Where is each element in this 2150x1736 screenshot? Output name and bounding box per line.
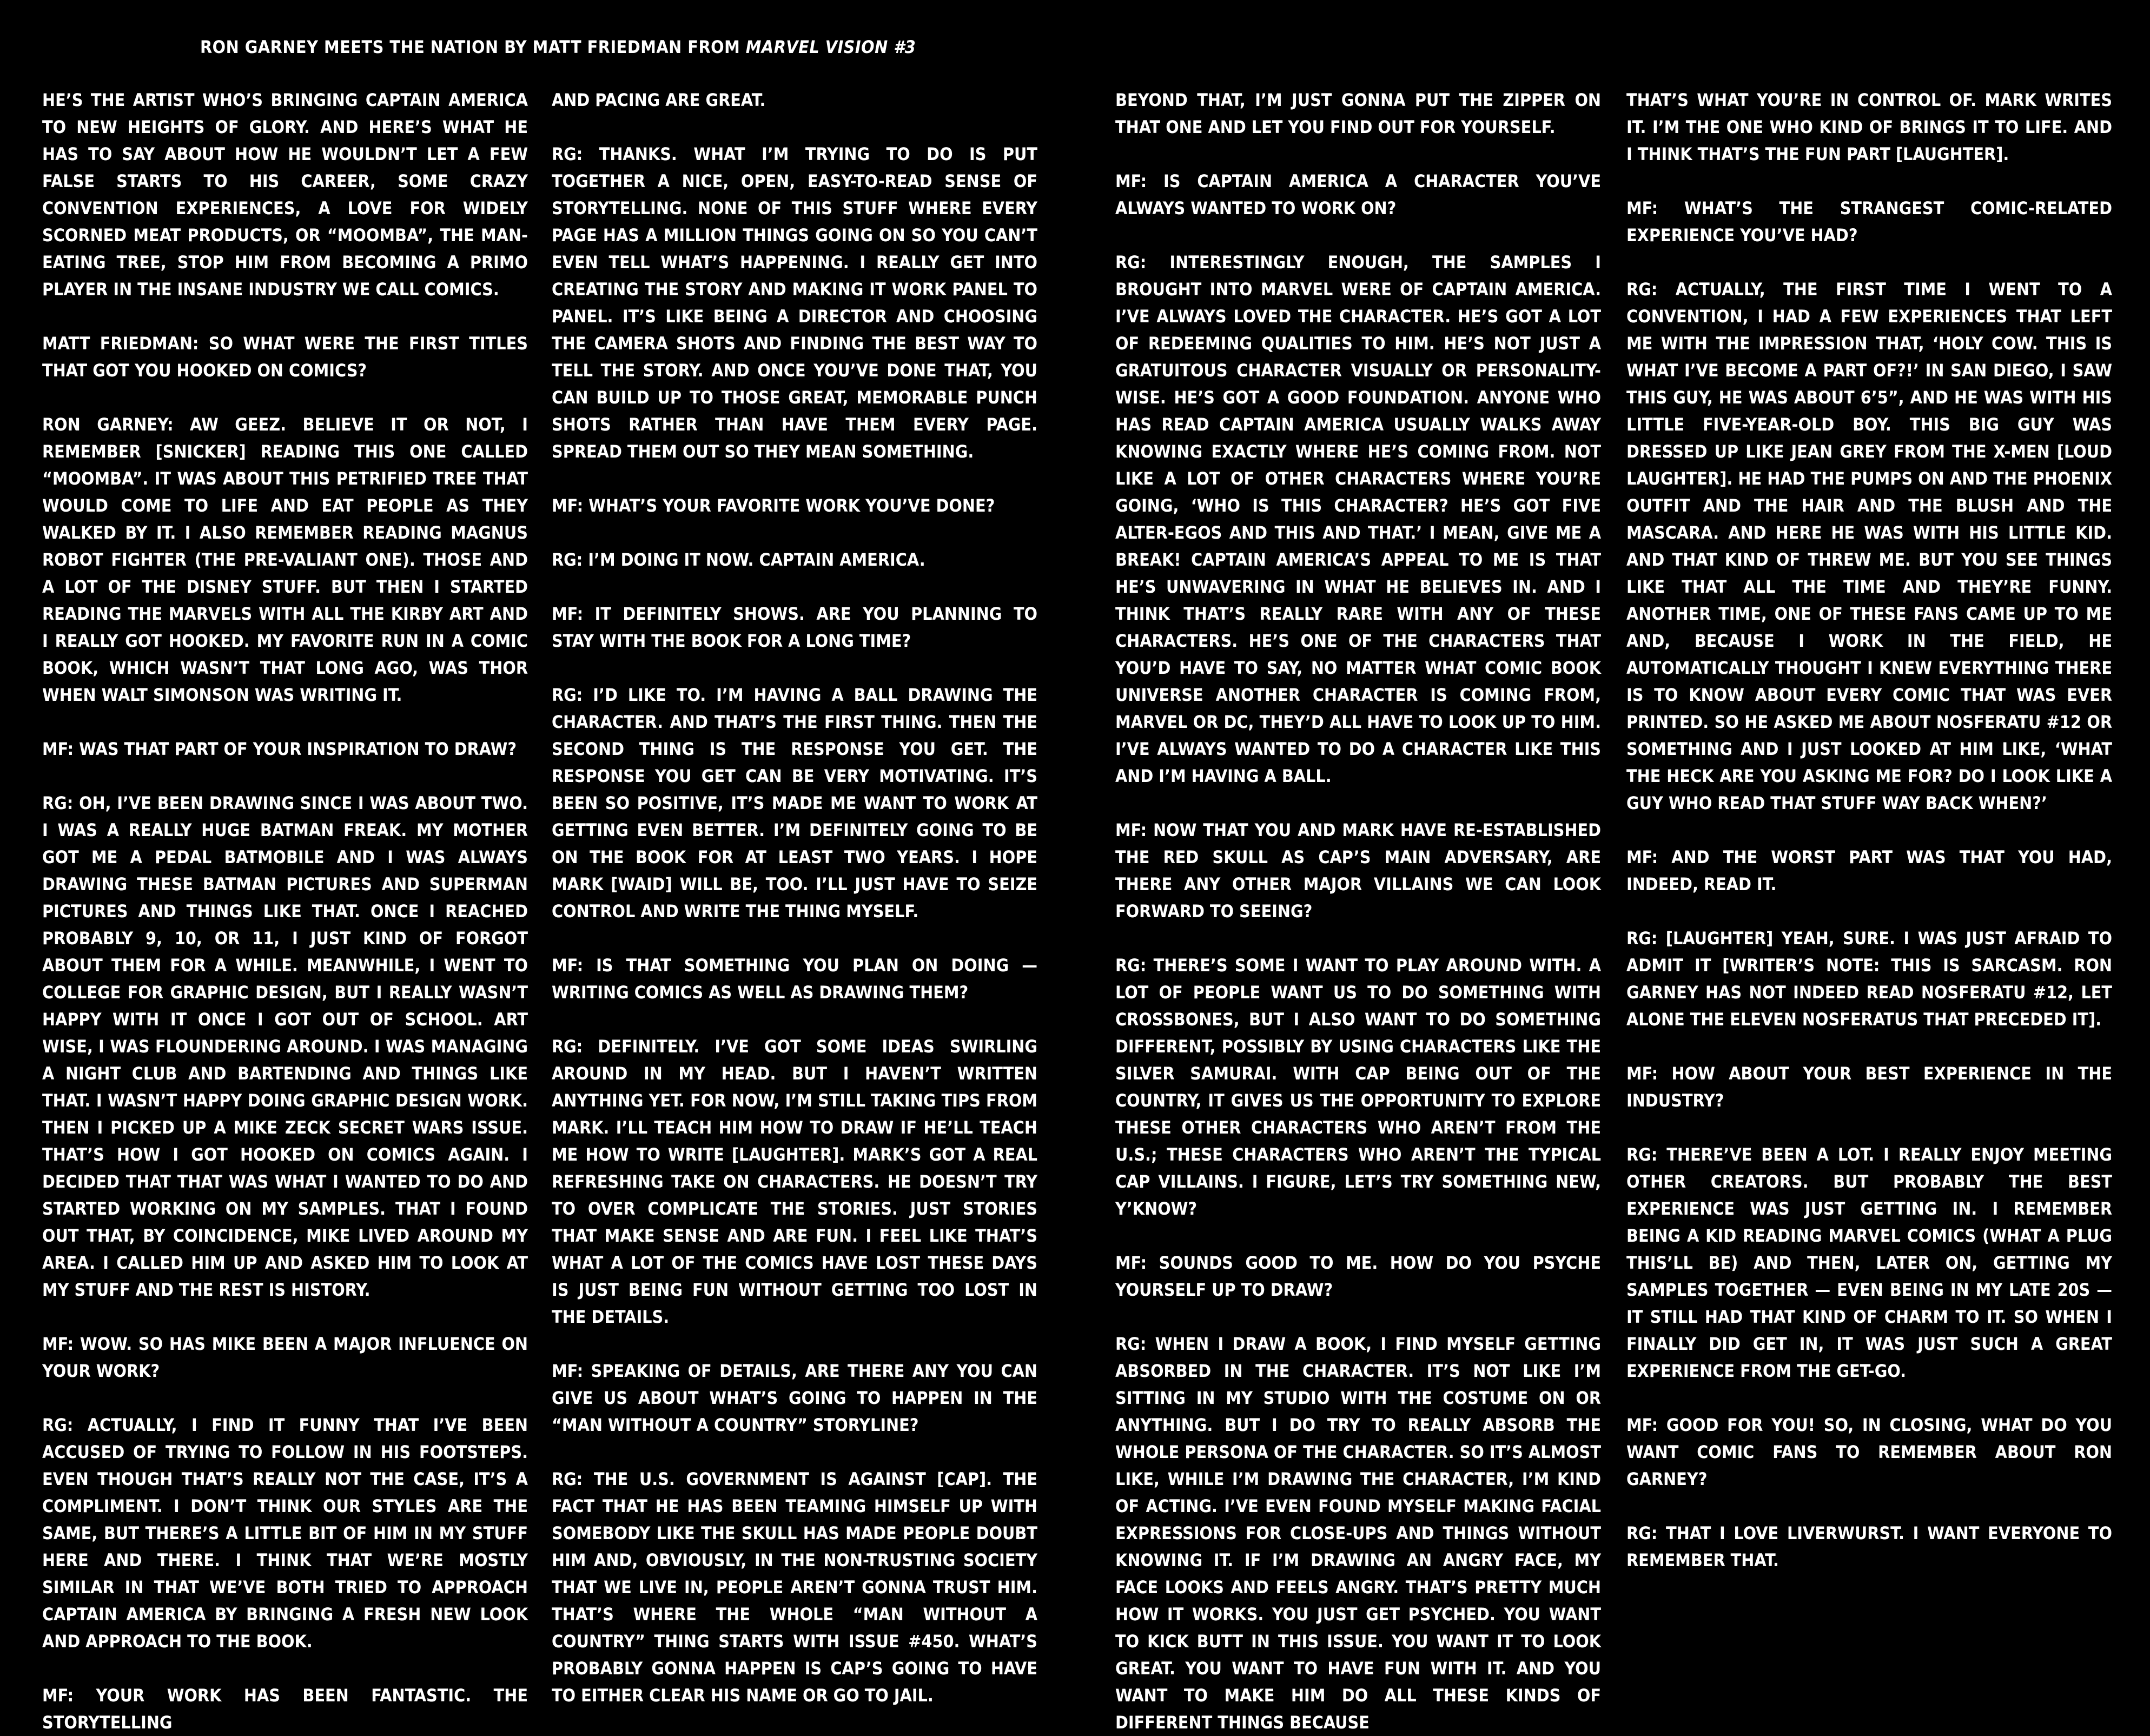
paragraph: RG: THE U.S. GOVERNMENT IS AGAINST [CAP]. THE FACT THAT HE HAS BEEN TEAMING HIMSELF UP WITH SOMEBODY LIKE THE SKULL HAS MADE PEOPLE DOUBT HIM AND, OBVIOUSLY, IN THE NON-TRUSTING SOCIETY THAT WE LIVE IN, PEOPLE AREN’T GONNA TRUST HIM. THAT’S WHERE THE WHOLE “MAN WITHOUT A COUNTRY” THING STARTS WITH ISSUE #450. WHAT’S PROBABLY GONNA HAPPEN IS CAP’S GOING TO HAVE TO EITHER CLEAR HIS NAME OR GO TO JAIL.	[552, 1469, 1037, 1706]
paragraph: RG: I’D LIKE TO. I’M HAVING A BALL DRAWING THE CHARACTER. AND THAT’S THE FIRST THING. THEN THE SECOND THING IS THE RESPONSE YOU GET. THE RESPONSE YOU GET CAN BE VERY MOTIVATING. IT’S BEEN SO POSITIVE, IT’S MADE ME WANT TO WORK AT GETTING EVEN BETTER. I’M DEFINITELY GOING TO BE ON THE BOOK FOR AT LEAST TWO YEARS. I HOPE MARK [WAID] WILL BE, TOO. I’LL JUST HAVE TO SEIZE CONTROL AND WRITE THE THING MYSELF.	[552, 685, 1037, 922]
paragraph: RG: WHEN I DRAW A BOOK, I FIND MYSELF GETTING ABSORBED IN THE CHARACTER. IT’S NOT LIKE I’M SITTING IN MY STUDIO WITH THE COSTUME ON OR ANYTHING. BUT I DO TRY TO REALLY ABSORB THE WHOLE PERSONA OF THE CHARACTER. SO IT’S ALMOST LIKE, WHILE I’M DRAWING THE CHARACTER, I’M KIND OF ACTING. I’VE EVEN FOUND MYSELF MAKING FACIAL EXPRESSIONS FOR CLOSE-UPS AND THINGS WITHOUT KNOWING IT. IF I’M DRAWING AN ANGRY FACE, MY FACE LOOKS AND FEELS ANGRY. THAT’S PRETTY MUCH HOW IT WORKS. YOU JUST GET PSYCHED. YOU WANT TO KICK BUTT IN THIS ISSUE. YOU WANT IT TO LOOK GREAT. YOU WANT TO HAVE FUN WITH IT. AND YOU WANT TO MAKE HIM DO ALL THESE KINDS OF DIFFERENT THINGS BECAUSE	[1115, 1334, 1601, 1733]
paragraph: MF: SOUNDS GOOD TO ME. HOW DO YOU PSYCHE YOURSELF UP TO DRAW?	[1115, 1253, 1601, 1300]
text-column-1	[42, 87, 528, 1736]
article-header	[200, 34, 916, 61]
paragraph: MF: GOOD FOR YOU! SO, IN CLOSING, WHAT DO YOU WANT COMIC FANS TO REMEMBER ABOUT RON GARNEY?	[1626, 1415, 2112, 1489]
header-byline: RON GARNEY MEETS THE NATION BY MATT FRIEDMAN FROM	[200, 37, 746, 57]
paragraph: MF: IS THAT SOMETHING YOU PLAN ON DOING — WRITING COMICS AS WELL AS DRAWING THEM?	[552, 955, 1037, 1003]
text-column-4	[1626, 87, 2112, 1574]
paragraph: MF: WHAT’S YOUR FAVORITE WORK YOU’VE DONE?	[552, 495, 995, 516]
paragraph: RG: THANKS. WHAT I’M TRYING TO DO IS PUT TOGETHER A NICE, OPEN, EASY-TO-READ SENSE OF STORYTELLING. NONE OF THIS STUFF WHERE EVERY PAGE HAS A MILLION THINGS GOING ON SO YOU CAN’T EVEN TELL WHAT’S HAPPENING. I REALLY GET INTO CREATING THE STORY AND MAKING IT WORK PANEL TO PANEL. IT’S LIKE BEING A DIRECTOR AND CHOOSING THE CAMERA SHOTS AND FINDING THE BEST WAY TO TELL THE STORY. AND ONCE YOU’VE DONE THAT, YOU CAN BUILD UP TO THOSE GREAT, MEMORABLE PUNCH SHOTS RATHER THAN HAVE THEM EVERY PAGE. SPREAD THEM OUT SO THEY MEAN SOMETHING.	[552, 144, 1037, 462]
paragraph: RG: [LAUGHTER] YEAH, SURE. I WAS JUST AFRAID TO ADMIT IT [WRITER’S NOTE: THIS IS SARCASM. RON GARNEY HAS NOT INDEED READ NOSFERATU #12, LET ALONE THE ELEVEN NOSFERATUS THAT PRECEDED IT].	[1626, 928, 2112, 1030]
paragraph: MF: WAS THAT PART OF YOUR INSPIRATION TO DRAW?	[42, 739, 517, 759]
paragraph: MF: NOW THAT YOU AND MARK HAVE RE-ESTABLISHED THE RED SKULL AS CAP’S MAIN ADVERSARY, ARE THERE ANY OTHER MAJOR VILLAINS WE CAN LOOK FORWARD TO SEEING?	[1115, 820, 1601, 922]
paragraph: RON GARNEY: AW GEEZ. BELIEVE IT OR NOT, I REMEMBER [SNICKER] READING THIS ONE CALLED “MOOMBA”. IT WAS ABOUT THIS PETRIFIED TREE THAT WOULD COME TO LIFE AND EAT PEOPLE AS THEY WALKED BY IT. I ALSO REMEMBER READING MAGNUS ROBOT FIGHTER (THE PRE-VALIANT ONE). THOSE AND A LOT OF THE DISNEY STUFF. BUT THEN I STARTED READING THE MARVELS WITH ALL THE KIRBY ART AND I REALLY GOT HOOKED. MY FAVORITE RUN IN A COMIC BOOK, WHICH WASN’T THAT LONG AGO, WAS THOR WHEN WALT SIMONSON WAS WRITING IT.	[42, 414, 528, 705]
paragraph: RG: INTERESTINGLY ENOUGH, THE SAMPLES I BROUGHT INTO MARVEL WERE OF CAPTAIN AMERICA. I’VE ALWAYS LOVED THE CHARACTER. HE’S GOT A LOT OF REDEEMING QUALITIES TO HIM. HE’S NOT JUST A GRATUITOUS CHARACTER VISUALLY OR PERSONALITY-WISE. HE’S GOT A GOOD FOUNDATION. ANYONE WHO HAS READ CAPTAIN AMERICA USUALLY WALKS AWAY KNOWING EXACTLY WHERE HE’S COMING FROM. NOT LIKE A LOT OF OTHER CHARACTERS WHERE YOU’RE GOING, ‘WHO IS THIS CHARACTER? HE’S GOT FIVE ALTER-EGOS AND THIS AND THAT.’ I MEAN, GIVE ME A BREAK! CAPTAIN AMERICA’S APPEAL TO ME IS THAT HE’S UNWAVERING IN WHAT HE BELIEVES IN. AND I THINK THAT’S REALLY RARE WITH ANY OF THESE CHARACTERS. HE’S ONE OF THE CHARACTERS THAT YOU’D HAVE TO SAY, NO MATTER WHAT COMIC BOOK UNIVERSE ANOTHER CHARACTER IS COMING FROM, MARVEL OR DC, THEY’D ALL HAVE TO LOOK UP TO HIM. I’VE ALWAYS WANTED TO DO A CHARACTER LIKE THIS AND I’M HAVING A BALL.	[1115, 252, 1601, 786]
paragraph: RG: I’M DOING IT NOW. CAPTAIN AMERICA.	[552, 549, 925, 570]
paragraph: AND PACING ARE GREAT.	[552, 90, 766, 110]
paragraph: RG: OH, I’VE BEEN DRAWING SINCE I WAS ABOUT TWO. I WAS A REALLY HUGE BATMAN FREAK. MY MOTHER GOT ME A PEDAL BATMOBILE AND I WAS ALWAYS DRAWING THESE BATMAN PICTURES AND SUPERMAN PICTURES AND THINGS LIKE THAT. ONCE I REACHED PROBABLY 9, 10, OR 11, I JUST KIND OF FORGOT ABOUT THEM FOR A WHILE. MEANWHILE, I WENT TO COLLEGE FOR GRAPHIC DESIGN, BUT I REALLY WASN’T HAPPY WITH IT ONCE I GOT OUT OF SCHOOL. ART WISE, I WAS FLOUNDERING AROUND. I WAS MANAGING A NIGHT CLUB AND BARTENDING AND THINGS LIKE THAT. I WASN’T HAPPY DOING GRAPHIC DESIGN WORK. THEN I PICKED UP A MIKE ZECK SECRET WARS ISSUE. THAT’S HOW I GOT HOOKED ON COMICS AGAIN. I DECIDED THAT THAT WAS WHAT I WANTED TO DO AND STARTED WORKING ON MY SAMPLES. THAT I FOUND OUT THAT, BY COINCIDENCE, MIKE LIVED AROUND MY AREA. I CALLED HIM UP AND ASKED HIM TO LOOK AT MY STUFF AND THE REST IS HISTORY.	[42, 793, 528, 1300]
text-column-2	[552, 87, 1037, 1709]
paragraph: MF: AND THE WORST PART WAS THAT YOU HAD, INDEED, READ IT.	[1626, 847, 2112, 894]
paragraph: MF: YOUR WORK HAS BEEN FANTASTIC. THE STORYTELLING	[42, 1685, 528, 1733]
paragraph: RG: THERE’S SOME I WANT TO PLAY AROUND WITH. A LOT OF PEOPLE WANT US TO DO SOMETHING WITH CROSSBONES, BUT I ALSO WANT TO DO SOMETHING DIFFERENT, POSSIBLY BY USING CHARACTERS LIKE THE SILVER SAMURAI. WITH CAP BEING OUT OF THE COUNTRY, IT GIVES US THE OPPORTUNITY TO EXPLORE THESE OTHER CHARACTERS WHO AREN’T FROM THE U.S.; THESE CHARACTERS WHO AREN’T THE TYPICAL CAP VILLAINS. I FIGURE, LET’S TRY SOMETHING NEW, Y’KNOW?	[1115, 955, 1601, 1219]
paragraph: RG: ACTUALLY, I FIND IT FUNNY THAT I’VE BEEN ACCUSED OF TRYING TO FOLLOW IN HIS FOOTSTEPS. EVEN THOUGH THAT’S REALLY NOT THE CASE, IT’S A COMPLIMENT. I DON’T THINK OUR STYLES ARE THE SAME, BUT THERE’S A LITTLE BIT OF HIM IN MY STUFF HERE AND THERE. I THINK THAT WE’RE MOSTLY SIMILAR IN THAT WE’VE BOTH TRIED TO APPROACH CAPTAIN AMERICA BY BRINGING A FRESH NEW LOOK AND APPROACH TO THE BOOK.	[42, 1415, 528, 1652]
paragraph: THAT’S WHAT YOU’RE IN CONTROL OF. MARK WRITES IT. I’M THE ONE WHO KIND OF BRINGS IT TO LIFE. AND I THINK THAT’S THE FUN PART [LAUGHTER].	[1626, 90, 2112, 164]
paragraph: MF: IS CAPTAIN AMERICA A CHARACTER YOU’VE ALWAYS WANTED TO WORK ON?	[1115, 171, 1601, 218]
paragraph: MF: WHAT’S THE STRANGEST COMIC-RELATED EXPERIENCE YOU’VE HAD?	[1626, 198, 2112, 246]
paragraph: MF: IT DEFINITELY SHOWS. ARE YOU PLANNING TO STAY WITH THE BOOK FOR A LONG TIME?	[552, 604, 1037, 651]
paragraph: MF: WOW. SO HAS MIKE BEEN A MAJOR INFLUENCE ON YOUR WORK?	[42, 1334, 528, 1381]
paragraph: RG: THERE’VE BEEN A LOT. I REALLY ENJOY MEETING OTHER CREATORS. BUT PROBABLY THE BEST EXPERIENCE WAS JUST GETTING IN. I REMEMBER BEING A KID READING MARVEL COMICS (WHAT A PLUG THIS’LL BE) AND THEN, LATER ON, GETTING MY SAMPLES TOGETHER — EVEN BEING IN MY LATE 20S — IT STILL HAD THAT KIND OF CHARM TO IT. SO WHEN I FINALLY DID GET IN, IT WAS JUST SUCH A GREAT EXPERIENCE FROM THE GET-GO.	[1626, 1144, 2112, 1381]
publication-title: MARVEL VISION #3	[745, 37, 916, 57]
paragraph: RG: DEFINITELY. I’VE GOT SOME IDEAS SWIRLING AROUND IN MY HEAD. BUT I HAVEN’T WRITTEN ANYTHING YET. FOR NOW, I’M STILL TAKING TIPS FROM MARK. I’LL TEACH HIM HOW TO DRAW IF HE’LL TEACH ME HOW TO WRITE [LAUGHTER]. MARK’S GOT A REAL REFRESHING TAKE ON CHARACTERS. HE DOESN’T TRY TO OVER COMPLICATE THE STORIES. JUST STORIES THAT MAKE SENSE AND ARE FUN. I FEEL LIKE THAT’S WHAT A LOT OF THE COMICS HAVE LOST THESE DAYS IS JUST BEING FUN WITHOUT GETTING TOO LOST IN THE DETAILS.	[552, 1036, 1037, 1327]
text-column-3	[1115, 87, 1601, 1736]
paragraph: RG: ACTUALLY, THE FIRST TIME I WENT TO A CONVENTION, I HAD A FEW EXPERIENCES THAT LEFT ME WITH THE IMPRESSION THAT, ‘HOLY COW. THIS IS WHAT I’VE BECOME A PART OF?!’ IN SAN DIEGO, I SAW THIS GUY, HE WAS ABOUT 6’5”, AND HE WAS WITH HIS LITTLE FIVE-YEAR-OLD BOY. THIS BIG GUY WAS DRESSED UP LIKE JEAN GREY FROM THE X-MEN [LOUD LAUGHTER]. HE HAD THE PUMPS ON AND THE PHOENIX OUTFIT AND THE HAIR AND THE BLUSH AND THE MASCARA. AND HERE HE WAS WITH HIS LITTLE KID. AND THAT KIND OF THREW ME. BUT YOU SEE THINGS LIKE THAT ALL THE TIME AND THEY’RE FUNNY. ANOTHER TIME, ONE OF THESE FANS CAME UP TO ME AND, BECAUSE I WORK IN THE FIELD, HE AUTOMATICALLY THOUGHT I KNEW EVERYTHING THERE IS TO KNOW ABOUT EVERY COMIC THAT WAS EVER PRINTED. SO HE ASKED ME ABOUT NOSFERATU #12 OR SOMETHING AND I JUST LOOKED AT HIM LIKE, ‘WHAT THE HECK ARE YOU ASKING ME FOR? DO I LOOK LIKE A GUY WHO READ THAT STUFF WAY BACK WHEN?’	[1626, 279, 2112, 813]
paragraph: MF: SPEAKING OF DETAILS, ARE THERE ANY YOU CAN GIVE US ABOUT WHAT’S GOING TO HAPPEN IN THE “MAN WITHOUT A COUNTRY” STORYLINE?	[552, 1361, 1037, 1435]
paragraph: MATT FRIEDMAN: SO WHAT WERE THE FIRST TITLES THAT GOT YOU HOOKED ON COMICS?	[42, 333, 528, 381]
paragraph: RG: THAT I LOVE LIVERWURST. I WANT EVERYONE TO REMEMBER THAT.	[1626, 1523, 2112, 1571]
paragraph: HE’S THE ARTIST WHO’S BRINGING CAPTAIN AMERICA TO NEW HEIGHTS OF GLORY. AND HERE’S WHAT HE HAS TO SAY ABOUT HOW HE WOULDN’T LET A FEW FALSE STARTS TO HIS CAREER, SOME CRAZY CONVENTION EXPERIENCES, A LOVE FOR WIDELY SCORNED MEAT PRODUCTS, OR “MOOMBA”, THE MAN-EATING TREE, STOP HIM FROM BECOMING A PRIMO PLAYER IN THE INSANE INDUSTRY WE CALL COMICS.	[42, 90, 528, 300]
paragraph: MF: HOW ABOUT YOUR BEST EXPERIENCE IN THE INDUSTRY?	[1626, 1063, 2112, 1111]
paragraph: BEYOND THAT, I’M JUST GONNA PUT THE ZIPPER ON THAT ONE AND LET YOU FIND OUT FOR YOURSELF.	[1115, 90, 1601, 137]
